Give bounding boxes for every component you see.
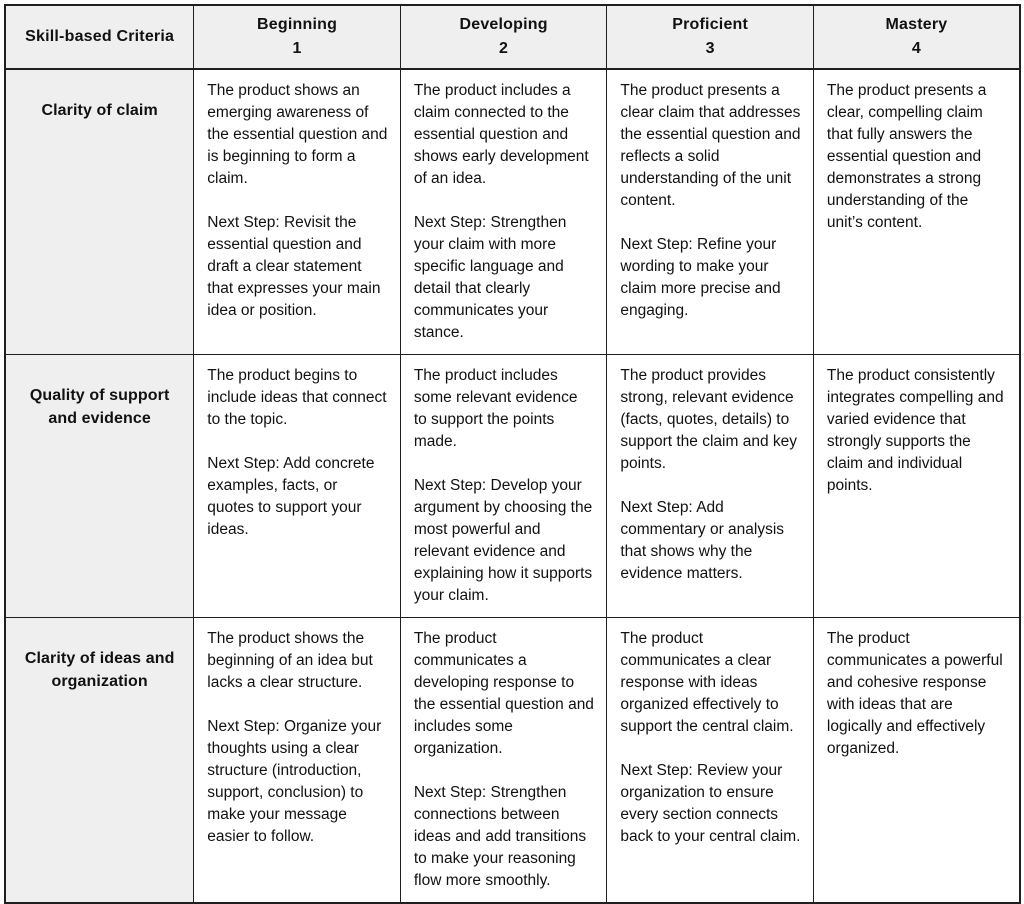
cell-description: The product provides strong, relevant evidence (facts, quotes, details) to support the claim and key points. — [620, 367, 797, 473]
cell-description: The product begins to include ideas that connect to the topic. — [207, 367, 387, 429]
table-row-quality-of-support — [5, 355, 1020, 618]
cell-next-step: Next Step: Review your organization to ensure every section connects back to your central claim. — [620, 762, 801, 846]
cell-next-step: Next Step: Add concrete examples, facts, or quotes to support your ideas. — [207, 455, 375, 539]
rubric-cell-beginning — [194, 355, 401, 618]
cell-next-step: Next Step: Strengthen your claim with more specific language and detail that clearly communicates your stance. — [413, 214, 567, 342]
rubric-cell-proficient — [607, 69, 814, 355]
cell-next-step: Next Step: Add commentary or analysis that shows why the evidence matters. — [620, 499, 785, 583]
cell-description: The product shows the beginning of an idea but lacks a clear structure. — [207, 630, 373, 692]
cell-description: The product presents a clear, compelling claim that fully answers the essential question and demonstrates a strong understanding of the unit’s content. — [826, 82, 987, 232]
header-cell-criteria — [5, 5, 194, 69]
table-row-clarity-of-claim — [5, 69, 1020, 355]
cell-next-step: Next Step: Organize your thoughts using a clear structure (introduction, support, conclusion) to make your message easier to follow. — [207, 718, 382, 846]
level-score: 4 — [911, 39, 922, 57]
criterion-cell: Quality of support and evidence — [5, 355, 194, 618]
table-row-clarity-of-ideas — [5, 618, 1020, 904]
level-score: 2 — [499, 39, 509, 57]
cell-description: The product consistently integrates compelling and varied evidence that strongly supports the claim and individual points. — [826, 367, 1004, 495]
criterion-cell: Clarity of ideas and organization — [5, 618, 194, 904]
rubric-cell-developing — [400, 355, 607, 618]
cell-next-step: Next Step: Refine your wording to make your claim more precise and engaging. — [620, 236, 781, 320]
header-cell-mastery — [813, 5, 1020, 69]
cell-description: The product includes a claim connected to the essential question and shows early development of an idea. — [413, 82, 589, 188]
level-name: Beginning — [257, 16, 338, 33]
header-row — [5, 5, 1020, 69]
cell-description: The product shows an emerging awareness of the essential question and is beginning to form a claim. — [207, 82, 388, 188]
criterion-cell: Clarity of claim — [5, 69, 194, 355]
cell-description: The product presents a clear claim that addresses the essential question and reflects a solid understanding of the unit content. — [620, 82, 801, 210]
level-name: Mastery — [885, 16, 948, 33]
rubric-cell-proficient — [607, 618, 814, 904]
level-name: Proficient — [672, 16, 749, 33]
cell-description: The product communicates a powerful and cohesive response with ideas that are logically and effectively organized. — [826, 630, 1003, 758]
level-score: 3 — [705, 39, 715, 57]
rubric-cell-developing — [400, 69, 607, 355]
level-score: 1 — [292, 39, 302, 57]
cell-next-step: Next Step: Strengthen connections between ideas and add transitions to make your reasoning flow more smoothly. — [413, 784, 587, 890]
rubric-cell-mastery — [813, 355, 1020, 618]
cell-description: The product communicates a clear response with ideas organized effectively to support the central claim. — [620, 630, 794, 736]
rubric-cell-developing — [400, 618, 607, 904]
criteria-header-label: Skill-based Criteria — [25, 27, 175, 45]
rubric-cell-beginning — [194, 618, 401, 904]
rubric-table — [4, 4, 1021, 904]
rubric-cell-proficient — [607, 355, 814, 618]
header-cell-developing — [400, 5, 607, 69]
header-cell-beginning — [194, 5, 401, 69]
rubric-cell-mastery — [813, 69, 1020, 355]
cell-description: The product communicates a developing response to the essential question and includes some organization. — [413, 630, 594, 758]
header-cell-proficient — [607, 5, 814, 69]
rubric-cell-mastery — [813, 618, 1020, 904]
level-name: Developing — [459, 16, 548, 33]
cell-description: The product includes some relevant evidence to support the points made. — [413, 367, 578, 451]
cell-next-step: Next Step: Revisit the essential question and draft a clear statement that expresses your main idea or position. — [207, 214, 381, 320]
rubric-cell-beginning — [194, 69, 401, 355]
cell-next-step: Next Step: Develop your argument by choosing the most powerful and relevant evidence and explaining how it supports your claim. — [413, 477, 593, 605]
